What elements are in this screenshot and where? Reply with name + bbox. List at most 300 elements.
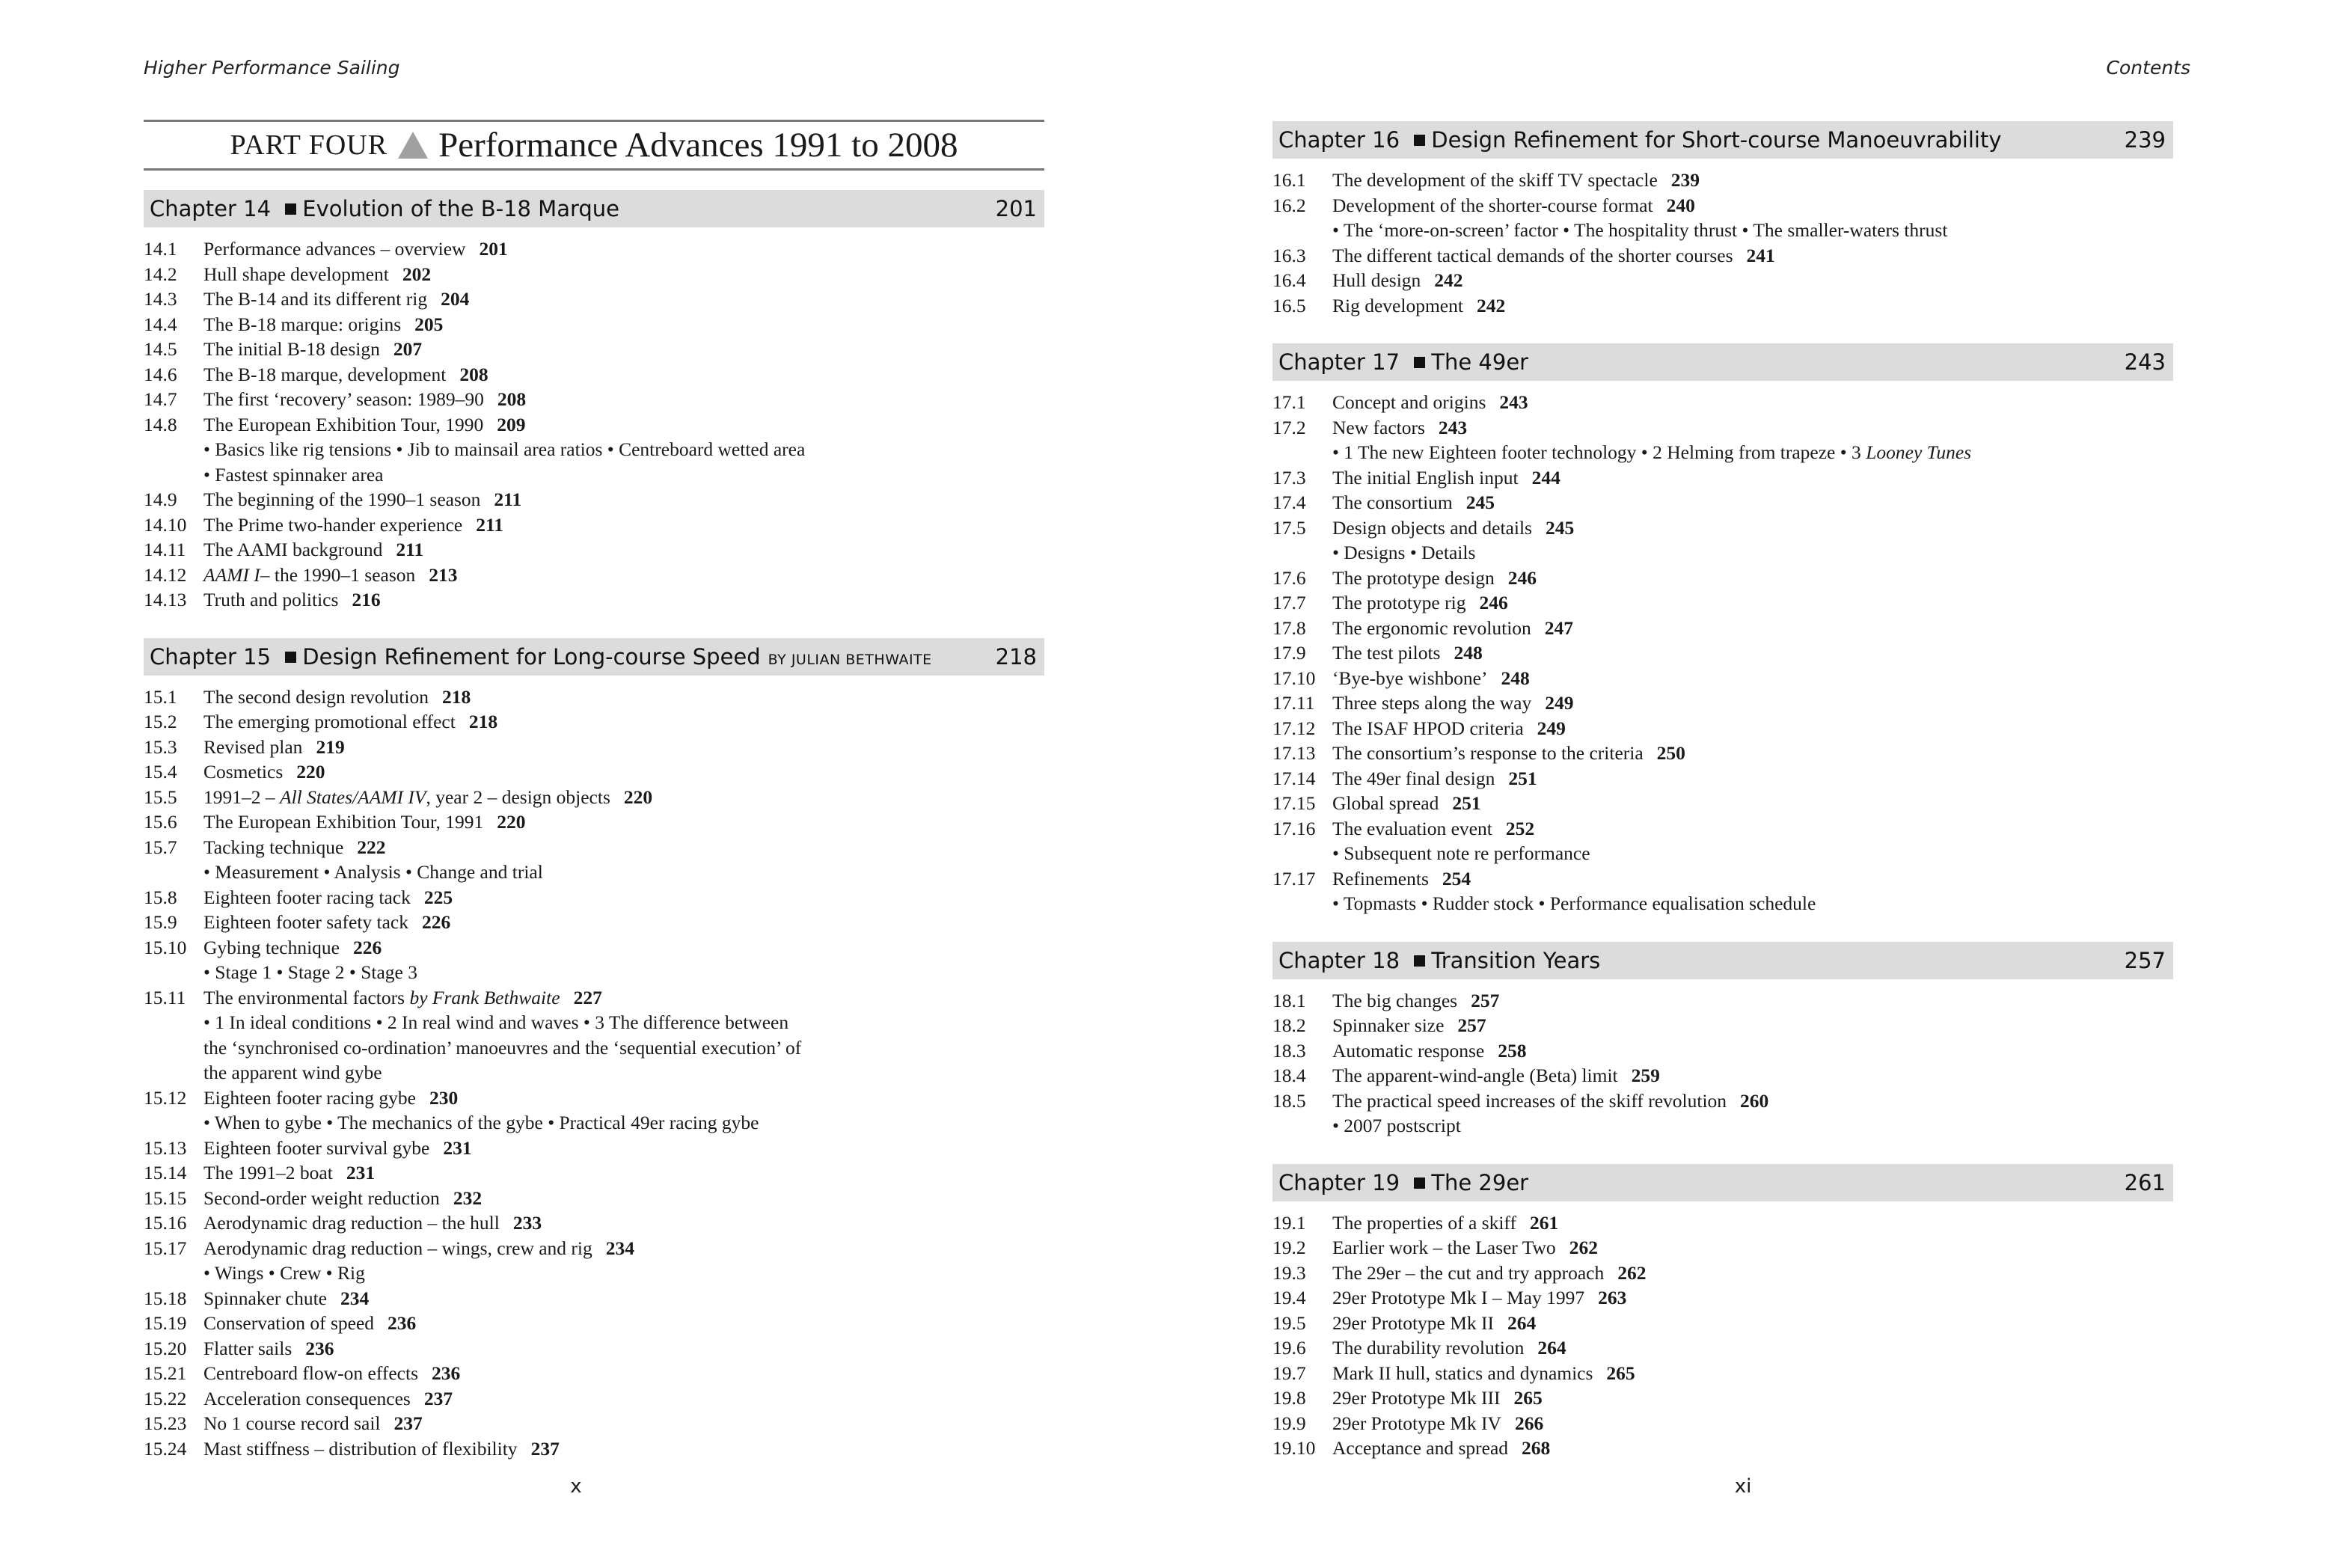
section-title: The B-18 marque: origins xyxy=(203,313,402,335)
section-number: 17.6 xyxy=(1272,566,1306,589)
right-page xyxy=(1170,0,2340,1568)
section-title: 29er Prototype Mk III xyxy=(1332,1387,1501,1409)
toc-entry[interactable] xyxy=(1272,590,2173,616)
section-number: 15.13 xyxy=(144,1136,187,1159)
section-title: The initial English input xyxy=(1332,466,1519,489)
chapter-page: 218 xyxy=(995,643,1037,670)
chapter-17-heading[interactable]: Chapter 17 The 49er 243 xyxy=(1272,343,2173,381)
subtopics: • Basics like rig tensions • Jib to mainsail area ratios • Centreboard wetted area xyxy=(203,438,806,460)
page-number: x xyxy=(570,1475,582,1498)
section-title: Acceleration consequences xyxy=(203,1387,411,1409)
section-title: The prototype design xyxy=(1332,566,1495,589)
square-bullet-icon xyxy=(1414,955,1425,967)
section-title: Spinnaker chute xyxy=(203,1287,327,1309)
section-page: 266 xyxy=(1514,1412,1544,1434)
chapter-18-heading[interactable]: Chapter 18 Transition Years 257 xyxy=(1272,942,2173,979)
section-page: 234 xyxy=(605,1237,634,1259)
section-page: 237 xyxy=(423,1387,453,1409)
section-number: 17.17 xyxy=(1272,867,1316,889)
section-number: 15.22 xyxy=(144,1387,187,1409)
section-number: 14.2 xyxy=(144,263,177,285)
chapter-14-sections xyxy=(144,236,1044,613)
section-title: The B-14 and its different rig xyxy=(203,288,428,310)
toc-entry[interactable] xyxy=(1272,816,2173,842)
section-number: 17.12 xyxy=(1272,717,1316,739)
section-number: 17.11 xyxy=(1272,692,1315,714)
section-page: 237 xyxy=(530,1437,560,1460)
section-page: 262 xyxy=(1569,1237,1598,1258)
section-number: 15.11 xyxy=(144,986,186,1008)
section-title: New factors xyxy=(1332,416,1425,438)
section-title: Automatic response xyxy=(1332,1039,1485,1062)
section-title: The AAMI background xyxy=(203,539,383,560)
section-number: 15.1 xyxy=(144,685,177,708)
section-number: 15.12 xyxy=(144,1086,187,1109)
section-page: 247 xyxy=(1544,616,1574,639)
section-number: 18.4 xyxy=(1272,1065,1306,1086)
section-number: 15.8 xyxy=(144,886,177,908)
section-number: 15.23 xyxy=(144,1412,187,1434)
section-page: 236 xyxy=(388,1312,417,1334)
section-number: 15.18 xyxy=(144,1287,187,1309)
toc-entry[interactable] xyxy=(144,487,1044,512)
toc-entry[interactable] xyxy=(1272,1235,2173,1261)
section-title: Centreboard flow-on effects xyxy=(203,1362,418,1384)
subtopics: • Subsequent note re performance xyxy=(1332,842,1590,864)
toc-entry[interactable] xyxy=(144,985,1044,1011)
toc-entry[interactable] xyxy=(1272,293,2173,319)
section-title: The prototype rig xyxy=(1332,592,1466,613)
section-page: 245 xyxy=(1545,516,1575,539)
toc-entry[interactable] xyxy=(144,910,1044,935)
toc-entry[interactable] xyxy=(144,1160,1044,1186)
section-number: 19.1 xyxy=(1272,1211,1306,1234)
subtopics: the ‘synchronised co-ordination’ manoeuvres and the ‘sequential execution’ of xyxy=(203,1036,802,1059)
toc-entry[interactable] xyxy=(144,287,1044,312)
toc-entry[interactable] xyxy=(144,1411,1044,1436)
toc-entry[interactable] xyxy=(1272,1063,2173,1088)
toc-entry[interactable] xyxy=(144,563,1044,588)
section-title: 1991–2 – All States/AAMI IV, year 2 – design objects xyxy=(203,785,610,808)
chapter-page: 201 xyxy=(995,196,1037,221)
toc-entry[interactable] xyxy=(1272,193,2173,218)
section-title: The evaluation event xyxy=(1332,817,1492,839)
section-title: Eighteen footer racing tack xyxy=(203,886,411,908)
section-number: 15.7 xyxy=(144,836,177,858)
section-number: 17.8 xyxy=(1272,616,1306,639)
section-number: 17.9 xyxy=(1272,642,1306,664)
square-bullet-icon xyxy=(285,652,296,663)
chapter-page: 243 xyxy=(2124,349,2166,375)
section-number: 14.8 xyxy=(144,413,177,435)
chapter-17-sections xyxy=(1272,390,2173,916)
toc-entry[interactable] xyxy=(1272,1285,2173,1311)
section-page: 220 xyxy=(623,785,653,808)
toc-entry[interactable] xyxy=(1272,566,2173,591)
section-number: 19.6 xyxy=(1272,1337,1306,1359)
section-page: 241 xyxy=(1746,244,1775,266)
toc-entry[interactable] xyxy=(144,935,1044,961)
section-number: 19.7 xyxy=(1272,1362,1306,1384)
section-number: 19.2 xyxy=(1272,1237,1306,1258)
toc-entry[interactable] xyxy=(144,685,1044,710)
subtopics: • Measurement • Analysis • Change and trial xyxy=(203,861,543,883)
section-title: The European Exhibition Tour, 1991 xyxy=(203,811,484,833)
section-title: Flatter sails xyxy=(203,1337,292,1359)
section-page: 205 xyxy=(414,313,444,335)
section-page: 218 xyxy=(441,685,471,708)
section-page: 258 xyxy=(1498,1039,1527,1062)
section-page: 250 xyxy=(1656,742,1685,764)
section-number: 19.4 xyxy=(1272,1287,1306,1308)
toc-entry[interactable] xyxy=(1272,1210,2173,1236)
section-title: The beginning of the 1990–1 season xyxy=(203,489,481,510)
section-number: 15.5 xyxy=(144,785,177,808)
toc-entry[interactable] xyxy=(1272,490,2173,515)
section-page: 231 xyxy=(346,1162,376,1183)
toc-entry[interactable] xyxy=(144,1336,1044,1362)
toc-entry[interactable] xyxy=(1272,1261,2173,1286)
section-page: 226 xyxy=(353,936,382,958)
section-page: 222 xyxy=(357,836,386,858)
section-page: 257 xyxy=(1471,989,1500,1011)
section-number: 14.3 xyxy=(144,288,177,310)
chapter-16-sections xyxy=(1272,168,2173,318)
section-page: 246 xyxy=(1479,592,1508,613)
toc-entry[interactable] xyxy=(1272,515,2173,541)
section-page: 204 xyxy=(441,288,470,310)
toc-entry[interactable] xyxy=(144,236,1044,262)
toc-entry[interactable] xyxy=(1272,741,2173,766)
section-title: The big changes xyxy=(1332,989,1458,1011)
chapter-15-sections xyxy=(144,685,1044,1462)
section-title: Design objects and details xyxy=(1332,516,1532,539)
chapter-page: 261 xyxy=(2124,1169,2166,1195)
part-name: Performance Advances 1991 to 2008 xyxy=(438,126,958,165)
section-title: Three steps along the way xyxy=(1332,692,1532,714)
square-bullet-icon xyxy=(1414,135,1425,146)
section-page: 262 xyxy=(1617,1261,1647,1284)
section-number: 17.3 xyxy=(1272,466,1306,489)
part-label: PART FOUR xyxy=(230,129,388,161)
toc-entry[interactable] xyxy=(1272,988,2173,1014)
subtopics: • The ‘more-on-screen’ factor • The hospitality thrust • The smaller-waters thrust xyxy=(1332,219,1948,241)
toc-entry[interactable] xyxy=(144,362,1044,388)
toc-entry[interactable] xyxy=(144,512,1044,538)
section-number: 18.5 xyxy=(1272,1089,1306,1112)
toc-entry[interactable] xyxy=(1272,1411,2173,1436)
section-title: Aerodynamic drag reduction – the hull xyxy=(203,1212,500,1234)
section-page: 201 xyxy=(479,238,508,260)
section-title: Conservation of speed xyxy=(203,1312,375,1334)
section-title: The consortium’s response to the criteria xyxy=(1332,742,1644,764)
section-page: 242 xyxy=(1434,269,1463,291)
section-title: The European Exhibition Tour, 1990 xyxy=(203,413,484,435)
section-page: 220 xyxy=(296,761,325,783)
toc-entry[interactable] xyxy=(1272,690,2173,716)
section-title: The initial B-18 design xyxy=(203,338,380,360)
section-page: 246 xyxy=(1507,566,1537,589)
toc-entry[interactable] xyxy=(144,1210,1044,1236)
toc-entry[interactable] xyxy=(144,1236,1044,1261)
toc-entry[interactable] xyxy=(144,1311,1044,1336)
toc-entry[interactable] xyxy=(1272,1311,2173,1336)
section-page: 227 xyxy=(573,986,602,1008)
section-title: Revised plan xyxy=(203,735,303,758)
chapter-page: 257 xyxy=(2124,947,2166,973)
section-number: 14.5 xyxy=(144,338,177,360)
toc-entry[interactable] xyxy=(144,1136,1044,1161)
section-title: The durability revolution xyxy=(1332,1337,1525,1359)
section-title: The emerging promotional effect xyxy=(203,711,456,732)
section-number: 17.5 xyxy=(1272,516,1306,539)
running-head: Higher Performance Sailing xyxy=(144,57,400,79)
toc-entry[interactable] xyxy=(144,785,1044,810)
square-bullet-icon xyxy=(1414,1177,1425,1189)
section-page: 236 xyxy=(305,1337,334,1359)
subtopics: • Wings • Crew • Rig xyxy=(203,1262,365,1284)
section-title: The consortium xyxy=(1332,491,1453,513)
section-title: The 29er – the cut and try approach xyxy=(1332,1261,1605,1284)
section-number: 15.24 xyxy=(144,1437,187,1460)
section-page: 251 xyxy=(1508,767,1537,789)
section-title: Truth and politics xyxy=(203,589,339,610)
toc-entry[interactable] xyxy=(1272,1013,2173,1038)
toc-entry[interactable] xyxy=(1272,268,2173,293)
section-number: 15.10 xyxy=(144,936,187,958)
subtopics: • Fastest spinnaker area xyxy=(203,463,384,486)
section-page: 249 xyxy=(1545,692,1574,714)
section-title: Cosmetics xyxy=(203,761,284,783)
section-number: 15.2 xyxy=(144,711,177,732)
part-title xyxy=(144,120,1044,171)
toc-entry[interactable] xyxy=(1272,415,2173,441)
chapter-19-heading[interactable]: Chapter 19 The 29er 261 xyxy=(1272,1164,2173,1201)
section-number: 17.13 xyxy=(1272,742,1316,764)
section-number: 15.14 xyxy=(144,1162,187,1183)
section-title: The B-18 marque, development xyxy=(203,363,447,385)
section-page: 236 xyxy=(432,1362,461,1384)
toc-entry[interactable] xyxy=(144,835,1044,860)
toc-entry[interactable] xyxy=(1272,791,2173,816)
section-number: 17.2 xyxy=(1272,416,1306,438)
subtopics: • 1 The new Eighteen footer technology • 2 Helming from trapeze • 3 Looney Tunes xyxy=(1332,441,1972,463)
section-page: 202 xyxy=(402,263,432,285)
toc-entry[interactable] xyxy=(1272,666,2173,691)
toc-entry[interactable] xyxy=(144,1286,1044,1311)
section-number: 19.9 xyxy=(1272,1412,1306,1434)
chapter-16-heading[interactable]: Chapter 16 Design Refinement for Short-course Manoeuvrability 239 xyxy=(1272,121,2173,159)
section-number: 18.3 xyxy=(1272,1039,1306,1062)
section-title: Eighteen footer racing gybe xyxy=(203,1086,416,1109)
section-page: 249 xyxy=(1537,717,1566,739)
byline: BY JULIAN BETHWAITE xyxy=(768,651,932,668)
section-title: 29er Prototype Mk IV xyxy=(1332,1412,1501,1434)
section-page: 245 xyxy=(1465,491,1495,513)
section-number: 15.4 xyxy=(144,761,177,783)
section-page: 261 xyxy=(1529,1211,1559,1234)
section-number: 19.8 xyxy=(1272,1387,1306,1409)
section-page: 208 xyxy=(459,363,488,385)
section-title: The different tactical demands of the shorter courses xyxy=(1332,244,1733,266)
chapter-15-heading[interactable]: Chapter 15 Design Refinement for Long-course Speed BY JULIAN BETHWAITE 218 xyxy=(144,638,1044,676)
toc-entry[interactable] xyxy=(144,709,1044,735)
section-number: 15.20 xyxy=(144,1337,187,1359)
section-page: 209 xyxy=(497,413,526,435)
section-number: 19.5 xyxy=(1272,1311,1306,1334)
section-number: 14.10 xyxy=(144,513,187,536)
toc-entry[interactable] xyxy=(144,537,1044,563)
section-title: Eighteen footer survival gybe xyxy=(203,1136,430,1159)
section-title: The second design revolution xyxy=(203,685,429,708)
section-number: 14.1 xyxy=(144,238,177,260)
section-title: Concept and origins xyxy=(1332,391,1486,413)
section-page: 265 xyxy=(1513,1387,1543,1409)
chapter-19-sections xyxy=(1272,1210,2173,1461)
section-page: 257 xyxy=(1457,1014,1486,1036)
toc-entry[interactable] xyxy=(1272,1436,2173,1461)
section-title: No 1 course record sail xyxy=(203,1412,381,1434)
toc-entry[interactable] xyxy=(144,587,1044,613)
section-page: 254 xyxy=(1442,867,1471,889)
section-page: 211 xyxy=(494,489,522,510)
section-title: The test pilots xyxy=(1332,642,1441,664)
toc-entry[interactable] xyxy=(1272,640,2173,666)
section-page: 231 xyxy=(443,1136,472,1159)
section-title: Mast stiffness – distribution of flexibility xyxy=(203,1437,518,1460)
section-page: 211 xyxy=(476,513,504,536)
toc-entry[interactable] xyxy=(1272,766,2173,791)
section-title: Hull shape development xyxy=(203,263,389,285)
subtopics: • Designs • Details xyxy=(1332,542,1476,563)
toc-entry[interactable] xyxy=(144,412,1044,438)
toc-entry[interactable] xyxy=(144,312,1044,337)
toc-entry[interactable] xyxy=(1272,1385,2173,1411)
toc-entry[interactable] xyxy=(1272,1088,2173,1114)
section-number: 15.15 xyxy=(144,1186,187,1209)
subtopics: • Stage 1 • Stage 2 • Stage 3 xyxy=(203,961,417,983)
section-page: 264 xyxy=(1537,1337,1566,1359)
section-title: The apparent-wind-angle (Beta) limit xyxy=(1332,1065,1618,1086)
section-page: 234 xyxy=(340,1287,370,1309)
section-title: Rig development xyxy=(1332,294,1463,316)
section-page: 208 xyxy=(497,388,527,410)
section-title: 29er Prototype Mk I – May 1997 xyxy=(1332,1287,1585,1308)
section-number: 19.3 xyxy=(1272,1261,1306,1284)
section-number: 17.16 xyxy=(1272,817,1316,839)
square-bullet-icon xyxy=(1414,357,1425,368)
section-page: 220 xyxy=(497,811,526,833)
section-page: 264 xyxy=(1507,1311,1537,1334)
section-number: 15.6 xyxy=(144,811,177,833)
section-title: The 49er final design xyxy=(1332,767,1495,789)
section-title: The Prime two-hander experience xyxy=(203,513,463,536)
section-title: Development of the shorter-course format xyxy=(1332,194,1653,216)
section-page: 239 xyxy=(1670,169,1700,191)
section-number: 17.4 xyxy=(1272,491,1306,513)
section-number: 16.2 xyxy=(1272,194,1306,216)
section-title: Mark II hull, statics and dynamics xyxy=(1332,1362,1593,1384)
toc-entry[interactable] xyxy=(1272,243,2173,269)
section-title: Gybing technique xyxy=(203,936,340,958)
section-title: Acceptance and spread xyxy=(1332,1437,1509,1459)
toc-entry[interactable] xyxy=(144,1361,1044,1386)
toc-entry[interactable] xyxy=(1272,716,2173,741)
toc-entry[interactable] xyxy=(1272,1038,2173,1064)
section-number: 17.15 xyxy=(1272,792,1316,814)
section-page: 225 xyxy=(423,886,453,908)
section-page: 252 xyxy=(1505,817,1535,839)
section-page: 232 xyxy=(453,1186,483,1209)
section-page: 248 xyxy=(1501,667,1530,689)
section-number: 15.17 xyxy=(144,1237,187,1259)
section-page: 237 xyxy=(393,1412,423,1434)
section-page: 207 xyxy=(393,338,423,360)
toc-entry[interactable] xyxy=(144,1085,1044,1111)
section-page: 219 xyxy=(316,735,345,758)
section-title: Global spread xyxy=(1332,792,1439,814)
section-number: 18.1 xyxy=(1272,989,1306,1011)
toc-entry[interactable] xyxy=(144,1436,1044,1462)
section-title: AAMI I– the 1990–1 season xyxy=(203,563,416,586)
section-page: 240 xyxy=(1666,194,1695,216)
section-page: 216 xyxy=(352,589,381,610)
section-number: 14.7 xyxy=(144,388,177,410)
section-page: 218 xyxy=(468,711,498,732)
toc-entry[interactable] xyxy=(144,809,1044,835)
toc-entry[interactable] xyxy=(144,262,1044,287)
toc-entry[interactable] xyxy=(1272,1335,2173,1361)
section-number: 14.6 xyxy=(144,363,177,385)
section-number: 17.1 xyxy=(1272,391,1306,413)
section-title: The ISAF HPOD criteria xyxy=(1332,717,1524,739)
section-title: The 1991–2 boat xyxy=(203,1162,333,1183)
section-number: 14.11 xyxy=(144,539,186,560)
section-page: 213 xyxy=(429,563,458,586)
toc-entry[interactable] xyxy=(144,885,1044,910)
chapter-18-sections xyxy=(1272,988,2173,1139)
subtopics: the apparent wind gybe xyxy=(203,1062,382,1083)
section-number: 15.16 xyxy=(144,1212,187,1234)
section-number: 19.10 xyxy=(1272,1437,1316,1459)
toc-entry[interactable] xyxy=(1272,1361,2173,1386)
section-title: The practical speed increases of the skiff revolution xyxy=(1332,1089,1727,1112)
section-page: 243 xyxy=(1438,416,1468,438)
section-page: 242 xyxy=(1476,294,1506,316)
toc-entry[interactable] xyxy=(1272,866,2173,892)
section-page: 226 xyxy=(422,911,451,933)
toc-entry[interactable] xyxy=(144,1386,1044,1412)
toc-entry[interactable] xyxy=(144,735,1044,760)
section-number: 17.7 xyxy=(1272,592,1306,613)
section-title: Tacking technique xyxy=(203,836,344,858)
toc-entry[interactable] xyxy=(144,1186,1044,1211)
triangle-icon xyxy=(398,132,428,159)
toc-entry[interactable] xyxy=(1272,168,2173,193)
running-head: Contents xyxy=(2106,57,2190,79)
toc-entry[interactable] xyxy=(144,387,1044,412)
toc-entry[interactable] xyxy=(1272,465,2173,491)
toc-entry[interactable] xyxy=(144,759,1044,785)
section-title: ‘Bye-bye wishbone’ xyxy=(1332,667,1488,689)
toc-entry[interactable] xyxy=(144,337,1044,362)
toc-entry[interactable] xyxy=(1272,390,2173,415)
toc-entry[interactable] xyxy=(1272,616,2173,641)
subtopics: • 2007 postscript xyxy=(1332,1115,1461,1136)
section-title: 29er Prototype Mk II xyxy=(1332,1311,1495,1334)
section-number: 15.3 xyxy=(144,735,177,758)
chapter-14-heading[interactable]: Chapter 14 Evolution of the B-18 Marque 201 xyxy=(144,190,1044,227)
